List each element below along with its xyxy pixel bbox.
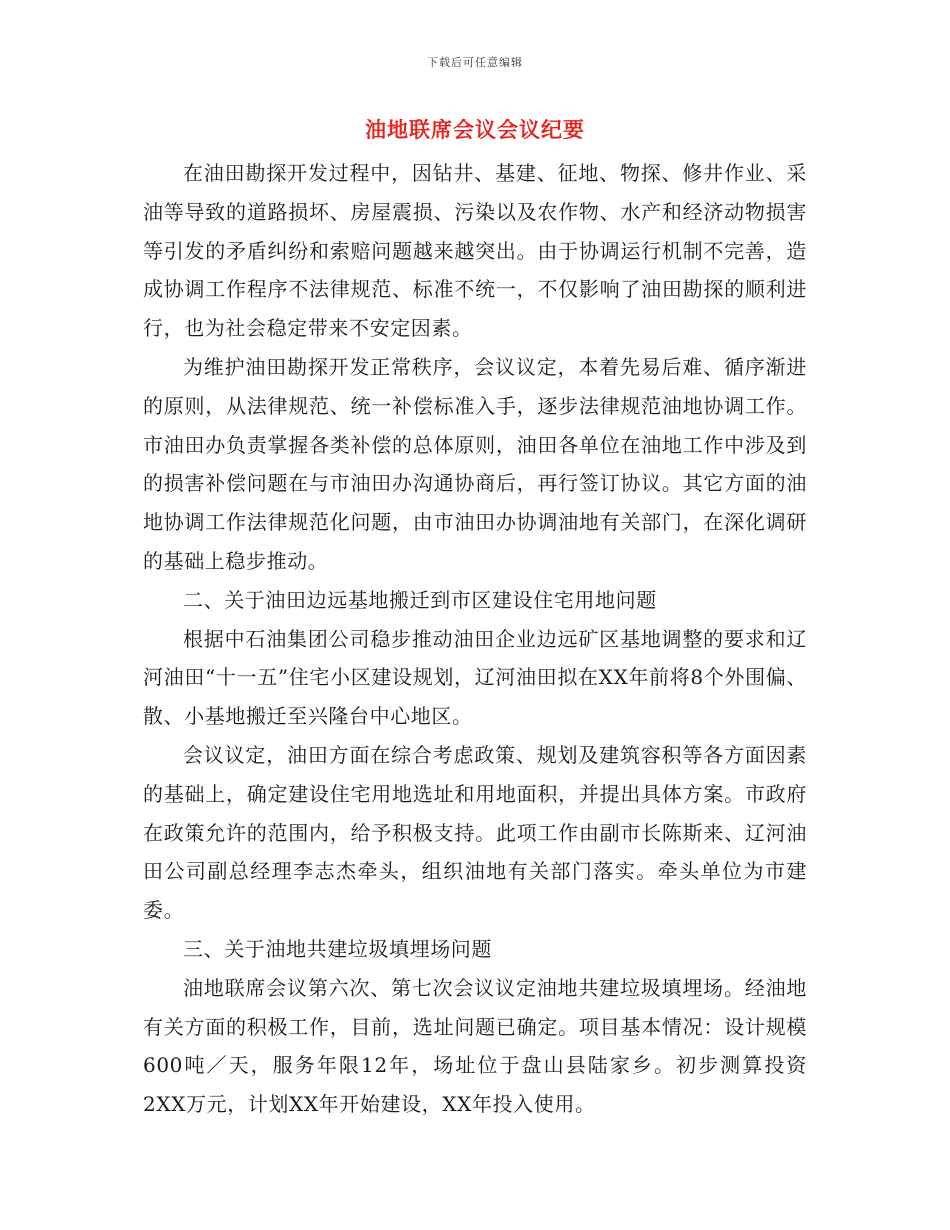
- document-title: 油地联席会议会议纪要: [365, 117, 585, 142]
- page-header-note: 下载后可任意编辑: [427, 56, 523, 69]
- section-heading-2: 二、关于油田边远基地搬迁到市区建设住宅用地问题: [183, 587, 657, 612]
- paragraph-1: 在油田勘探开发过程中，因钻井、基建、征地、物探、修井作业、采油等导致的道路损坏、房屋震损、污染以及农作物、水产和经济动物损害等引发的矛盾纠纷和索赔问题越来越突出。由于协调运行机制不完善，造成协调工作程序不法律规范、标准不统一，不仅影响了油田勘探的顺利进行，也为社会稳定带来不安定因素。: [143, 161, 807, 341]
- paragraph-5: 油地联席会议第六次、第七次会议议定油地共建垃圾填埋场。经油地有关方面的积极工作，目前，选址问题已确定。项目基本情况：设计规模600吨／天，服务年限12年，场址位于盘山县陆家乡。初步测算投资2XX万元，计划XX年开始建设，XX年投入使用。: [143, 975, 807, 1117]
- paragraph-2: 为维护油田勘探开发正常秩序，会议议定，本着先易后难、循序渐进的原则，从法律规范、统一补偿标准入手，逐步法律规范油地协调工作。市油田办负责掌握各类补偿的总体原则，油田各单位在油地工作中涉及到的损害补偿问题在与市油田办沟通协商后，再行签订协议。其它方面的油地协调工作法律规范化问题，由市油田办协调油地有关部门，在深化调研的基础上稳步推动。: [143, 354, 807, 573]
- document-body: [143, 154, 807, 1124]
- paragraph-4: 会议议定，油田方面在综合考虑政策、规划及建筑容积等各方面因素的基础上，确定建设住宅用地选址和用地面积，并提出具体方案。市政府在政策允许的范围内，给予积极支持。此项工作由副市长陈斯来、辽河油田公司副总经理李志杰牵头，组织油地有关部门落实。牵头单位为市建委。: [143, 742, 807, 923]
- paragraph-3: 根据中石油集团公司稳步推动油田企业边远矿区基地调整的要求和辽河油田“十一五”住宅小区建设规划，辽河油田拟在XX年前将8个外围偏、散、小基地搬迁至兴隆台中心地区。: [143, 626, 807, 729]
- section-heading-3: 三、关于油地共建垃圾填埋场问题: [183, 936, 492, 961]
